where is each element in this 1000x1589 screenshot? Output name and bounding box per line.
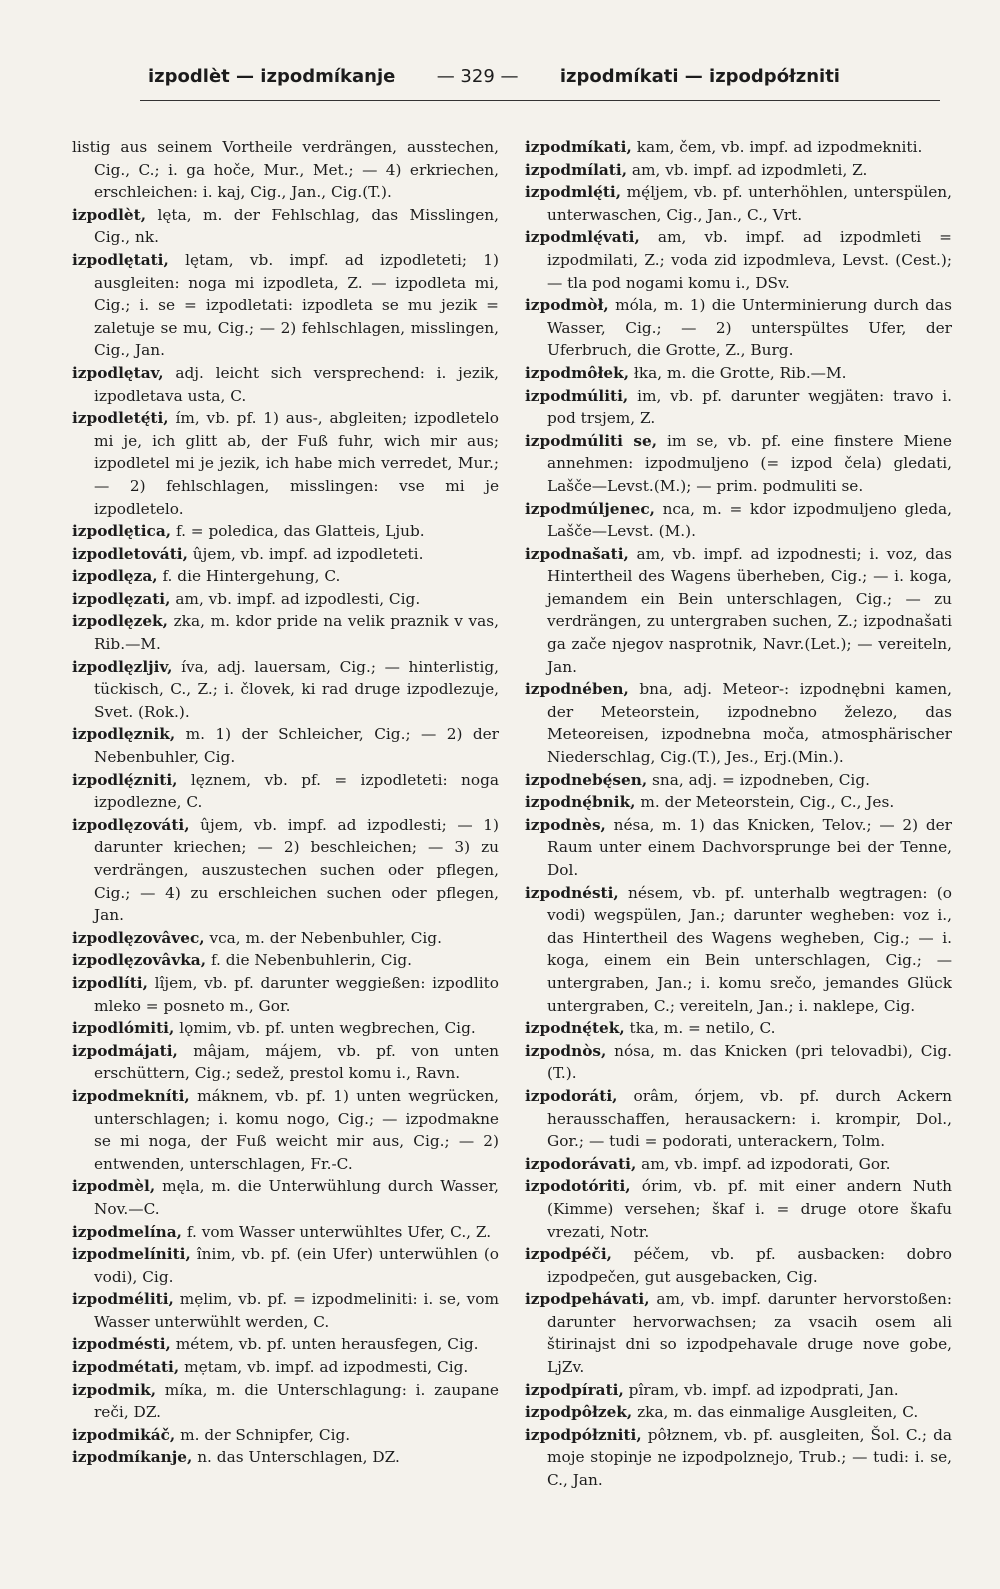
entry-headword: izpodmúliti,: [525, 386, 629, 405]
dictionary-entry: [72, 565, 499, 588]
entry-headword: izpodlętati,: [72, 250, 169, 269]
columns: [72, 136, 952, 1559]
dictionary-entry: [525, 1017, 952, 1040]
entry-headword: izpodmik,: [72, 1380, 157, 1399]
entry-definition: m. 1) der Schleicher, Cig.; — 2) der Nebenbuhler, Cig.: [94, 725, 499, 767]
dictionary-entry: [72, 1333, 499, 1356]
entry-headword: izpodmekníti,: [72, 1086, 190, 1105]
entry-headword: izpodmôłek,: [525, 363, 630, 382]
entry-headword: izpodorávati,: [525, 1154, 637, 1173]
entry-definition: mẹtam, vb. impf. ad izpodmesti, Cig.: [184, 1358, 469, 1377]
dictionary-entry: [525, 791, 952, 814]
entry-headword: izpodlę́zniti,: [72, 770, 178, 789]
dictionary-entry: [72, 1424, 499, 1447]
dictionary-entry: [525, 181, 952, 226]
entry-headword: izpodmílati,: [525, 160, 628, 179]
entry-definition: lęta, m. der Fehlschlag, das Misslingen, Cig., nk.: [94, 205, 499, 247]
entry-headword: izpodlęznik,: [72, 725, 176, 744]
dictionary-entry: [525, 678, 952, 768]
dictionary-entry: [525, 385, 952, 430]
entry-headword: izpodnésti,: [525, 883, 619, 902]
dictionary-entry: [525, 136, 952, 159]
right-column: [525, 136, 952, 1559]
entry-headword: izpodmúliti se,: [525, 431, 658, 450]
dictionary-entry: [525, 1401, 952, 1424]
entry-definition: lǫmim, vb. pf. unten wegbrechen, Cig.: [179, 1019, 476, 1038]
entry-definition: mę́ljem, vb. pf. unterhöhlen, unterspülen, unterwaschen, Cig., Jan., C., Vrt.: [547, 183, 952, 224]
entry-definition: míka, m. die Unterschlagung: i. zaupane reči, DZ.: [94, 1380, 499, 1422]
entry-definition: kam, čem, vb. impf. ad izpodmekniti.: [636, 138, 923, 156]
entry-definition: męla, m. die Unterwühlung durch Wasser, Nov.—C.: [94, 1177, 499, 1218]
entry-definition: f. die Nebenbuhlerin, Cig.: [210, 951, 412, 970]
entry-headword: izpodmíkati,: [525, 138, 632, 156]
entry-definition: orâm, órjem, vb. pf. durch Ackern herausschaffen, herausackern: i. krompir, Dol., Gor.; — tudi = podorati, unterackern, Tolm.: [547, 1086, 952, 1151]
entry-definition: pîram, vb. impf. ad izpodprati, Jan.: [628, 1380, 899, 1399]
entry-headword: izpodpółzniti,: [525, 1425, 642, 1444]
entry-headword: izpodmelíniti,: [72, 1245, 191, 1264]
entry-headword: izpodnę́bnik,: [525, 793, 636, 812]
dictionary-entry: [72, 972, 499, 1017]
entry-definition: péčem, vb. pf. ausbacken: dobro izpodpečen, gut ausgebacken, Cig.: [547, 1245, 952, 1286]
entry-definition: m. der Meteorstein, Cig., C., Jes.: [640, 793, 895, 812]
entry-definition: nésa, m. 1) das Knicken, Telov.; — 2) der Raum unter einem Dachvorsprunge bei der Tenne, Dol.: [547, 815, 952, 879]
entry-headword: izpodpéči,: [525, 1245, 612, 1264]
entry-headword: izpodmòł,: [525, 296, 609, 315]
dictionary-entry: [525, 543, 952, 679]
left-column: [72, 136, 499, 1559]
entry-definition: nésem, vb. pf. unterhalb wegtragen: (o vodi) wegspülen, Jan.; darunter wegheben: voz i., das Hintertheil des Wagens wegheben, Cig.; — i. koga, einem ein Bein unterschlagen, Cig.; — untergraben, Jan.; i. komu srečo, jemandes Glück untergraben, C.; vereiteln, Jan.; i. naklepe, Cig.: [547, 883, 952, 1015]
entry-definition: f. die Hintergehung, C.: [162, 567, 341, 586]
dictionary-entry: [72, 249, 499, 362]
dictionary-entry: [72, 949, 499, 972]
header-left: izpodlèt — izpodmíkanje: [148, 66, 396, 87]
dictionary-entry: [72, 1175, 499, 1220]
dictionary-entry: [72, 362, 499, 407]
dictionary-entry: [72, 723, 499, 768]
entry-definition: sna, adj. = izpodneben, Cig.: [652, 770, 870, 789]
entry-headword: izpodlęzováti,: [72, 815, 190, 834]
entry-definition: tka, m. = netilo, C.: [629, 1019, 776, 1038]
entry-headword: izpodlómiti,: [72, 1019, 175, 1038]
entry-headword: izpodpôłzek,: [525, 1403, 633, 1422]
entry-definition: łka, m. die Grotte, Rib.—M.: [633, 363, 847, 382]
page-number: — 329 —: [436, 66, 519, 87]
entry-headword: izpodpírati,: [525, 1380, 624, 1399]
entry-headword: izpodlęzovâvka,: [72, 951, 207, 970]
entry-headword: izpodlèt,: [72, 205, 147, 224]
entry-definition: zka, m. kdor pride na velik praznik v vas, Rib.—M.: [94, 612, 499, 654]
dictionary-entry: [72, 204, 499, 249]
entry-headword: izpodlętica,: [72, 522, 172, 541]
entry-definition: am, vb. impf. ad izpodmleti, Z.: [631, 160, 868, 179]
entry-definition: m. der Schnipfer, Cig.: [180, 1425, 351, 1444]
dictionary-entry: [525, 159, 952, 182]
entry-headword: izpodlęzati,: [72, 589, 171, 608]
dictionary-entry: [72, 543, 499, 566]
dictionary-entry: [72, 1017, 499, 1040]
entry-definition: ûjem, vb. impf. ad izpodlesti; — 1) darunter kriechen; — 2) beschleichen; — 3) zu verdrängen, auszustechen suchen oder pflegen, Cig.; — 4) zu erschleichen suchen oder pflegen, Jan.: [94, 815, 499, 925]
dictionary-entry: [72, 1085, 499, 1175]
dictionary-entry: [72, 1379, 499, 1424]
dictionary-entry: [525, 362, 952, 385]
entry-headword: izpodmájati,: [72, 1041, 178, 1060]
dictionary-entry: [72, 927, 499, 950]
entry-headword: izpodlętav,: [72, 363, 164, 382]
dictionary-entry: [72, 1446, 499, 1469]
dictionary-entry: [525, 769, 952, 792]
entry-headword: izpodnašati,: [525, 544, 629, 563]
entry-definition: íva, adj. lauersam, Cig.; — hinterlistig, tückisch, C., Z.; i. človek, ki rad druge izpodlezuje, Svet. (Rok.).: [94, 657, 499, 721]
entry-headword: izpodmèl,: [72, 1177, 156, 1196]
entry-definition: am, vb. impf. darunter hervorstoßen: darunter hervorwachsen; za vsacih osem ali štirinajst dni so izpodpehavale druge nove gobe, LjZv.: [547, 1290, 952, 1377]
entry-definition: nca, m. = kdor izpodmuljeno gleda, Lašče—Levst. (M.).: [547, 499, 952, 541]
entry-headword: izpodmikáč,: [72, 1425, 176, 1444]
entry-headword: izpodoráti,: [525, 1086, 618, 1105]
entry-definition: im, vb. pf. darunter wegjäten: travo i. pod trsjem, Z.: [547, 386, 952, 428]
entry-definition: vca, m. der Nebenbuhler, Cig.: [209, 928, 442, 947]
entry-definition: am, vb. impf. ad izpodlesti, Cig.: [175, 589, 421, 608]
entry-headword: izpodlíti,: [72, 973, 148, 992]
dictionary-entry: [72, 407, 499, 520]
entry-definition: înim, vb. pf. (ein Ufer) unterwühlen (o vodi), Cig.: [94, 1245, 499, 1286]
entry-headword: izpodmésti,: [72, 1335, 171, 1354]
header-right: izpodmíkati — izpodpółzniti: [559, 66, 840, 87]
entry-definition: am, vb. impf. ad izpodmleti = izpodmilati, Z.; voda zid izpodmleva, Levst. (Cest.); — tla pod nogami komu i., DSv.: [547, 228, 952, 292]
entry-definition: métem, vb. pf. unten herausfegen, Cig.: [175, 1335, 479, 1354]
entry-definition: lętam, vb. impf. ad izpodleteti; 1) ausgleiten: noga mi izpodleta, Z. — izpodleta mi, Cig.; i. se = izpodletati: izpodleta se mu jezik = zaletuje se mu, Cig.; — 2) fehlschlagen, misslingen, Cig., Jan.: [94, 250, 499, 360]
entry-headword: izpodmelína,: [72, 1222, 182, 1241]
entry-definition: lęznem, vb. pf. = izpodleteti: noga izpodlezne, C.: [94, 770, 499, 812]
entry-headword: izpodmlę́ti,: [525, 183, 622, 202]
dictionary-entry: [525, 1085, 952, 1153]
dictionary-entry: [72, 1243, 499, 1288]
entry-headword: izpodnę́tek,: [525, 1019, 625, 1038]
dictionary-entry: [525, 226, 952, 294]
entry-definition: am, vb. impf. ad izpodorati, Gor.: [641, 1154, 891, 1173]
entry-headword: izpodletováti,: [72, 544, 188, 563]
dictionary-entry: [525, 882, 952, 1018]
entry-headword: izpodlęzovâvec,: [72, 928, 205, 947]
running-header: [148, 66, 840, 96]
dictionary-entry: [525, 1153, 952, 1176]
entry-definition: órim, vb. pf. mit einer andern Nuth (Kimme) versehen; škaf i. = druge otore škafu vrezati, Notr.: [547, 1177, 952, 1241]
dictionary-entry: [72, 136, 499, 204]
dictionary-entry: [525, 1288, 952, 1378]
entry-definition: móla, m. 1) die Unterminierung durch das Wasser, Cig.; — 2) unterspültes Ufer, der Uferbruch, die Grotte, Z., Burg.: [547, 296, 952, 360]
dictionary-entry: [525, 498, 952, 543]
entry-definition: f. vom Wasser unterwühltes Ufer, C., Z.: [186, 1222, 492, 1241]
entry-headword: izpodnòs,: [525, 1041, 607, 1060]
entry-definition: lîjem, vb. pf. darunter weggießen: izpodlito mleko = posneto m., Gor.: [94, 973, 499, 1015]
header-rule: [140, 100, 940, 101]
entry-definition: mâjam, májem, vb. pf. von unten erschüttern, Cig.; sedež, prestol komu i., Ravn.: [94, 1041, 499, 1083]
dictionary-entry: [72, 1221, 499, 1244]
dictionary-entry: [525, 814, 952, 882]
entry-headword: izpodotóriti,: [525, 1177, 631, 1196]
entry-headword: izpodmíkanje,: [72, 1448, 193, 1467]
dictionary-entry: [525, 430, 952, 498]
dictionary-entry: [525, 294, 952, 362]
entry-headword: izpodletę́ti,: [72, 409, 169, 428]
dictionary-entry: [72, 814, 499, 927]
entry-definition: f. = poledica, das Glatteis, Ljub.: [175, 522, 425, 541]
dictionary-entry: [525, 1243, 952, 1288]
entry-definition: ûjem, vb. impf. ad izpodleteti.: [192, 544, 424, 563]
dictionary-entry: [72, 610, 499, 655]
dictionary-entry: [525, 1040, 952, 1085]
entry-definition: adj. leicht sich versprechend: i. jezik, izpodletava usta, C.: [94, 363, 499, 405]
dictionary-entry: [72, 588, 499, 611]
dictionary-entry: [72, 1288, 499, 1333]
entry-headword: izpodlęzek,: [72, 612, 168, 631]
entry-headword: izpodmétati,: [72, 1358, 180, 1377]
entry-definition: bna, adj. Meteor-: izpodnębni kamen, der Meteorstein, izpodnebno železo, das Meteoreisen, izpodnebna moča, atmosphärischer Niederschlag, Cig.(T.), Jes., Erj.(Min.).: [547, 680, 952, 767]
entry-headword: izpodnében,: [525, 680, 629, 699]
entry-definition: ím, vb. pf. 1) aus-, abgleiten; izpodletelo mi je, ich glitt ab, der Fuß fuhr, wich mir aus; izpodletel mi je jezik, ich habe mich verredet, Mur.; — 2) fehlschlagen, misslingen: vse mi je izpodletelo.: [94, 409, 499, 518]
entry-headword: izpodnès,: [525, 815, 606, 834]
entry-headword: izpodpehávati,: [525, 1290, 650, 1309]
entry-headword: izpodlęzljiv,: [72, 657, 173, 676]
entry-definition: zka, m. das einmalige Ausgleiten, C.: [637, 1403, 919, 1422]
dictionary-entry: [525, 1379, 952, 1402]
entry-headword: izpodlęza,: [72, 567, 158, 586]
entry-definition: am, vb. impf. ad izpodnesti; i. voz, das Hintertheil des Wagens überheben, Cig.; — i. koga, jemandem ein Bein unterschlagen, Cig.; — zu verdrängen, zu untergraben suchen, Z.; izpodnašati ga zače njegov nasprotnik, Navr.(Let.); — vereiteln, Jan.: [547, 544, 952, 676]
dictionary-entry: [72, 1040, 499, 1085]
entry-headword: izpodnebę́sen,: [525, 770, 648, 789]
dictionary-entry: [72, 520, 499, 543]
dictionary-entry: [72, 769, 499, 814]
entry-headword: izpodmúljenec,: [525, 499, 655, 518]
entry-definition: pôłznem, vb. pf. ausgleiten, Šol. C.; da moje stopinje ne izpodpolznejo, Trub.; — tudi: i. se, C., Jan.: [547, 1425, 952, 1490]
dictionary-entry: [525, 1424, 952, 1492]
entry-headword: izpodméliti,: [72, 1290, 174, 1309]
entry-definition: máknem, vb. pf. 1) unten wegrücken, unterschlagen; i. komu nogo, Cig.; — izpodmakne se mi noga, der Fuß weicht mir aus, Cig.; — 2) entwenden, unterschlagen, Fr.-C.: [94, 1086, 499, 1173]
entry-definition: im se, vb. pf. eine finstere Miene annehmen: izpodmuljeno (= izpod čela) gledati, Lašče—Levst.(M.); — prim. podmuliti se.: [547, 431, 952, 495]
entry-definition: nósa, m. das Knicken (pri telovadbi), Cig. (T.).: [547, 1041, 952, 1083]
dictionary-entry: [72, 656, 499, 724]
dictionary-entry: [525, 1175, 952, 1243]
entry-definition: mẹlim, vb. pf. = izpodmeliniti: i. se, vom Wasser unterwühlt werden, C.: [94, 1290, 499, 1331]
entry-definition: listig aus seinem Vortheile verdrängen, ausstechen, Cig., C.; i. ga hoče, Mur., Met.; — 4) erkriechen, erschleichen: i. kaj, Cig., Jan., Cig.(T.).: [72, 138, 499, 202]
entry-headword: izpodmlę́vati,: [525, 228, 640, 247]
dictionary-entry: [72, 1356, 499, 1379]
entry-definition: n. das Unterschlagen, DZ.: [197, 1448, 400, 1467]
